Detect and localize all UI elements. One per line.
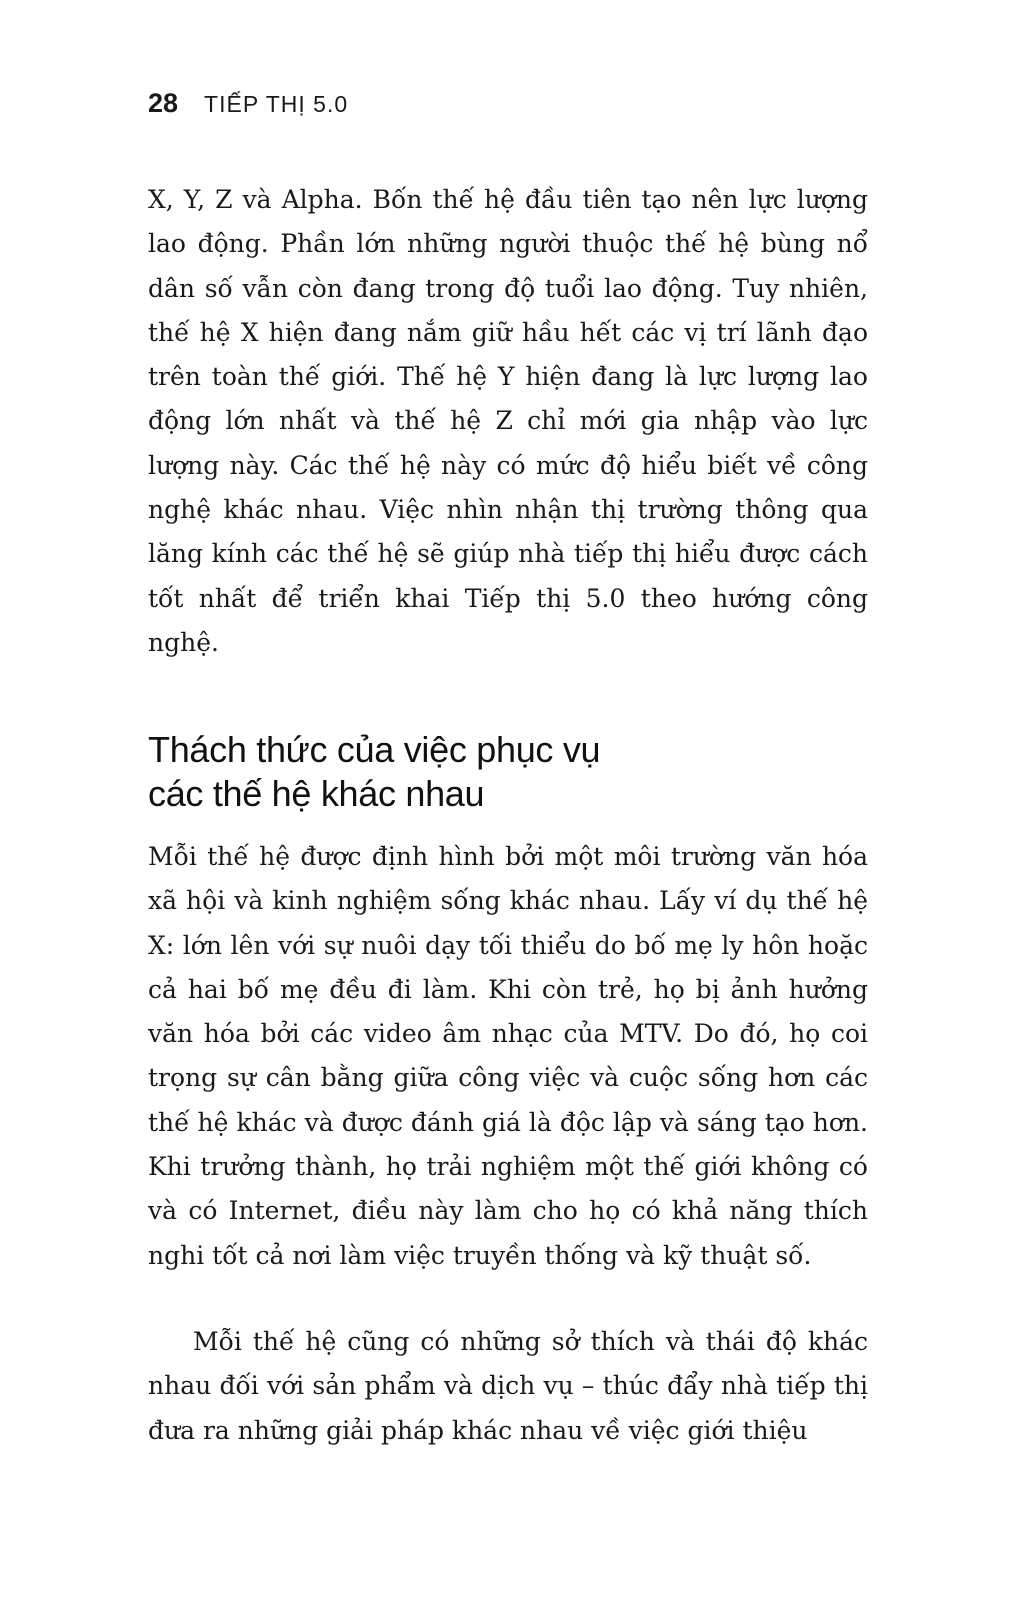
page-number: 28	[148, 88, 179, 118]
section-heading-line-2: các thế hệ khác nhau	[148, 773, 485, 814]
body-paragraph-2: Mỗi thế hệ được định hình bởi một môi trường văn hóa xã hội và kinh nghiệm sống khác nhau. Lấy ví dụ thế hệ X: lớn lên với sự nuôi dạy tối thiểu do bố mẹ ly hôn hoặc cả hai bố mẹ đều đi làm. Khi còn trẻ, họ bị ảnh hưởng văn hóa bởi các video âm nhạc của MTV. Do đó, họ coi trọng sự cân bằng giữa công việc và cuộc sống hơn các thế hệ khác và được đánh giá là độc lập và sáng tạo hơn. Khi trưởng thành, họ trải nghiệm một thế giới không có và có Internet, điều này làm cho họ có khả năng thích nghi tốt cả nơi làm việc truyền thống và kỹ thuật số.	[148, 842, 868, 1270]
section-heading	[148, 728, 868, 816]
body-paragraph-1: X, Y, Z và Alpha. Bốn thế hệ đầu tiên tạo nên lực lượng lao động. Phần lớn những người thuộc thế hệ bùng nổ dân số vẫn còn đang trong độ tuổi lao động. Tuy nhiên, thế hệ X hiện đang nắm giữ hầu hết các vị trí lãnh đạo trên toàn thế giới. Thế hệ Y hiện đang là lực lượng lao động lớn nhất và thế hệ Z chỉ mới gia nhập vào lực lượng này. Các thế hệ này có mức độ hiểu biết về công nghệ khác nhau. Việc nhìn nhận thị trường thông qua lăng kính các thế hệ sẽ giúp nhà tiếp thị hiểu được cách tốt nhất để triển khai Tiếp thị 5.0 theo hướng công nghệ.	[148, 185, 868, 657]
section-heading-line-1: Thách thức của việc phục vụ	[148, 729, 601, 770]
book-title: TIẾP THỊ 5.0	[204, 91, 349, 117]
body-paragraph-3: Mỗi thế hệ cũng có những sở thích và thái độ khác nhau đối với sản phẩm và dịch vụ – thúc đẩy nhà tiếp thị đưa ra những giải pháp khác nhau về việc giới thiệu	[148, 1327, 868, 1445]
running-header	[148, 88, 348, 128]
